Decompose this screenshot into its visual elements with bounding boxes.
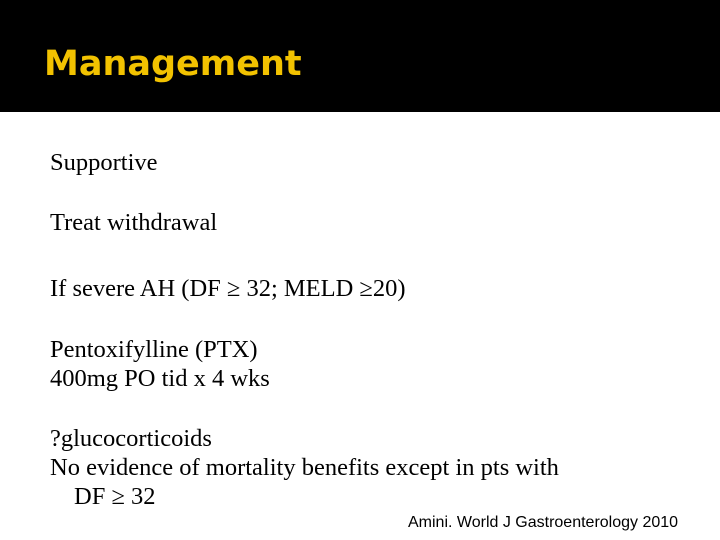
- line-ptx-dose: 400mg PO tid x 4 wks: [50, 365, 270, 392]
- slide-title: Management: [44, 44, 302, 84]
- line-no-evidence: No evidence of mortality benefits except in pts with: [50, 454, 559, 481]
- line-treat-withdrawal: Treat withdrawal: [50, 209, 218, 236]
- line-df-threshold: DF ≥ 32: [74, 483, 156, 510]
- line-severe-ah: If severe AH (DF ≥ 32; MELD ≥20): [50, 275, 406, 302]
- citation: Amini. World J Gastroenterology 2010: [408, 514, 679, 531]
- title-bar: [0, 0, 720, 112]
- line-glucocorticoids: ?glucocorticoids: [50, 425, 212, 452]
- line-ptx-name: Pentoxifylline (PTX): [50, 336, 258, 363]
- line-supportive: Supportive: [50, 149, 158, 176]
